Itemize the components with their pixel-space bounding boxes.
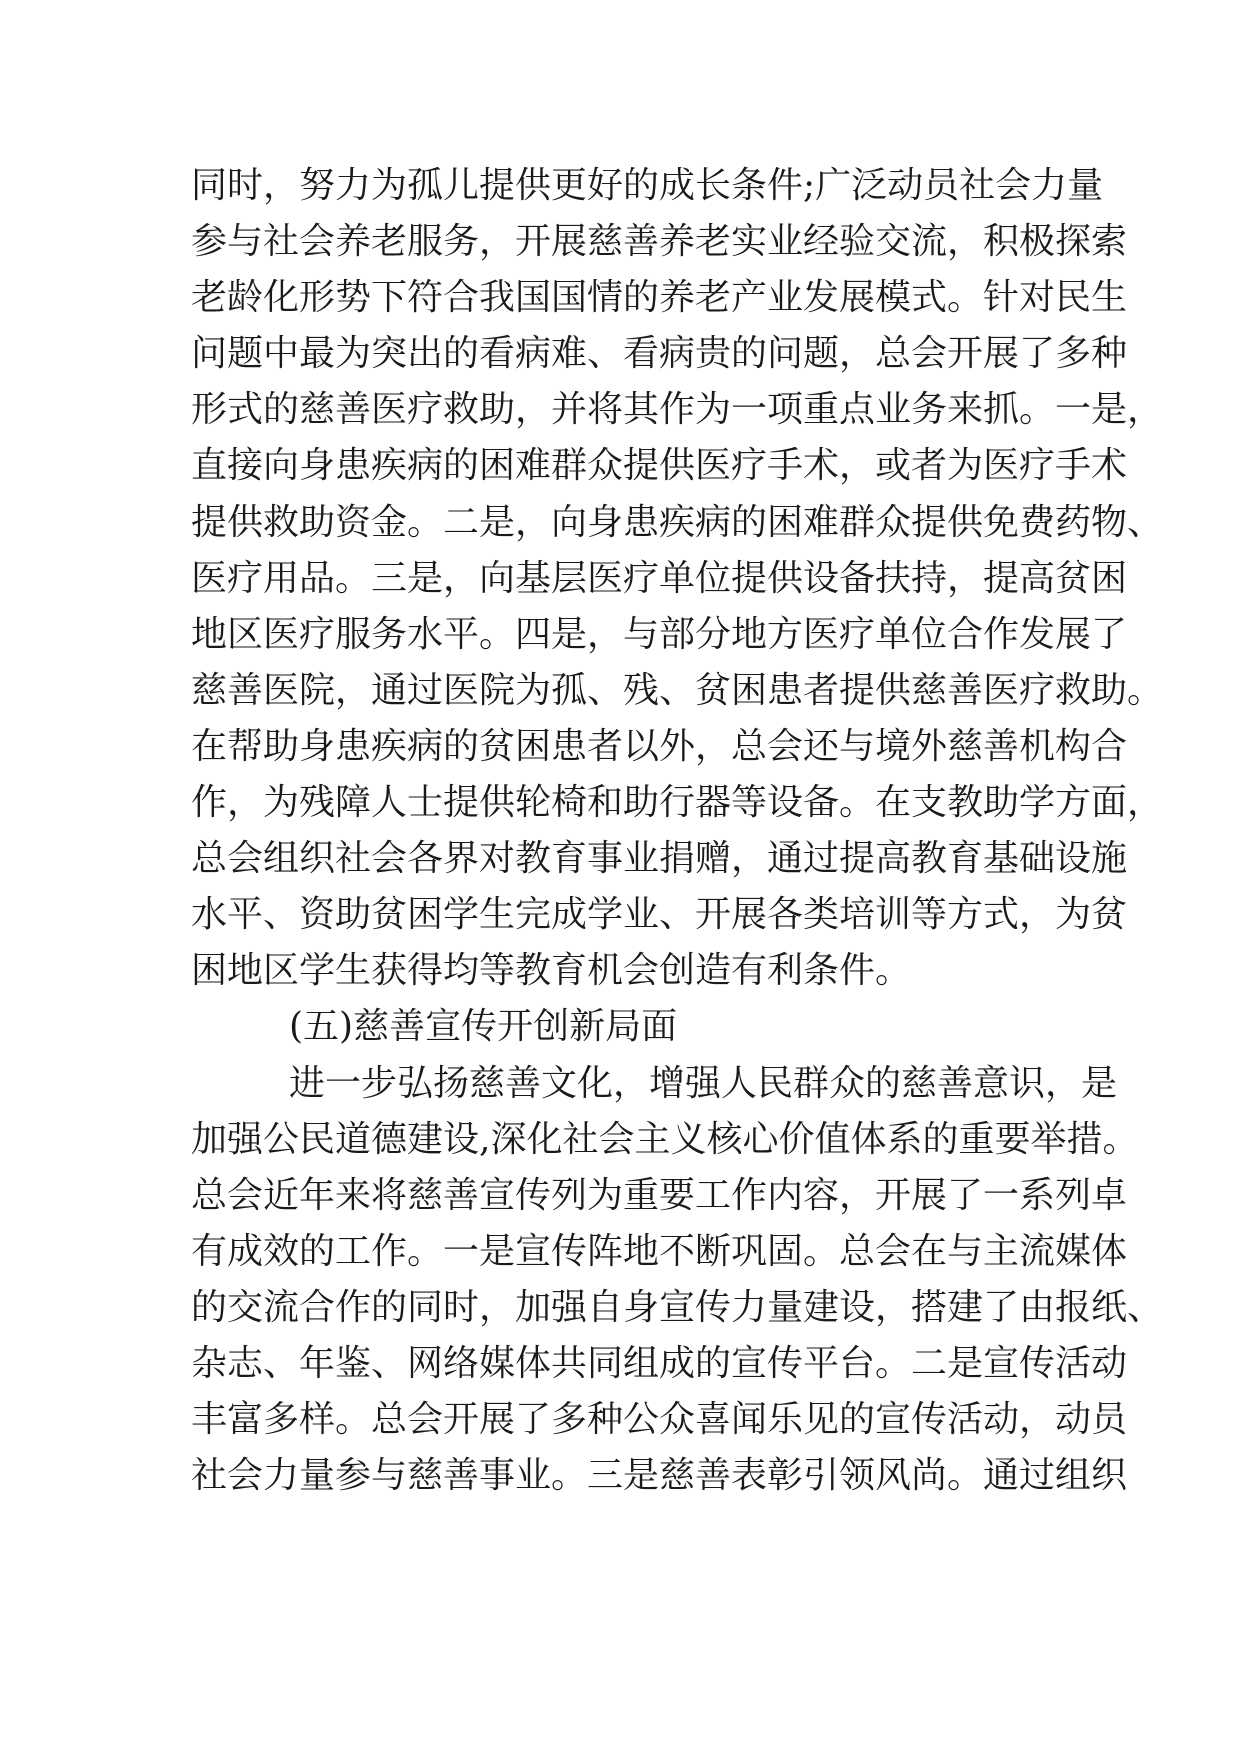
text-line: 提供救助资金。二是，向身患疾病的困难群众提供免费药物、: [191, 501, 1164, 543]
text-line: 加强公民道德建设,深化社会主义核心价值体系的重要举措。: [191, 1118, 1139, 1160]
text-line: 困地区学生获得均等教育机会创造有利条件。: [191, 950, 912, 992]
text-line: 水平、资助贫困学生完成学业、开展各类培训等方式，为贫: [191, 894, 1128, 936]
text-line: 医疗用品。三是，向基层医疗单位提供设备扶持，提高贫困: [191, 557, 1128, 599]
text-line: 在帮助身患疾病的贫困患者以外，总会还与境外慈善机构合: [191, 725, 1128, 767]
text-line: 有成效的工作。一是宣传阵地不断巩固。总会在与主流媒体: [191, 1230, 1128, 1272]
text-line: 总会近年来将慈善宣传列为重要工作内容，开展了一系列卓: [191, 1174, 1128, 1216]
text-line: 慈善医院，通过医院为孤、残、贫困患者提供慈善医疗救助。: [191, 669, 1164, 711]
text-line: 地区医疗服务水平。四是，与部分地方医疗单位合作发展了: [191, 613, 1128, 655]
body-text: [191, 158, 1164, 1504]
section-heading: (五)慈善宣传开创新局面: [289, 1006, 678, 1048]
text-line: 形式的慈善医疗救助，并将其作为一项重点业务来抓。一是，: [191, 389, 1164, 431]
text-line: 同时，努力为孤儿提供更好的成长条件;广泛动员社会力量: [191, 165, 1104, 206]
text-line: 杂志、年鉴、网络媒体共同组成的宣传平台。二是宣传活动: [191, 1342, 1128, 1384]
text-line: 丰富多样。总会开展了多种公众喜闻乐见的宣传活动，动员: [191, 1399, 1128, 1441]
paragraph-first-line: 进一步弘扬慈善文化，增强人民群众的慈善意识，是: [289, 1062, 1118, 1104]
text-line: 问题中最为突出的看病难、看病贵的问题，总会开展了多种: [191, 333, 1128, 375]
text-line: 社会力量参与慈善事业。三是慈善表彰引领风尚。通过组织: [191, 1455, 1128, 1497]
text-line: 作，为残障人士提供轮椅和助行器等设备。在支教助学方面，: [191, 782, 1164, 824]
text-line: 的交流合作的同时，加强自身宣传力量建设，搭建了由报纸、: [191, 1286, 1164, 1328]
text-line: 参与社会养老服务，开展慈善养老实业经验交流，积极探索: [191, 221, 1128, 263]
text-line: 直接向身患疾病的困难群众提供医疗手术，或者为医疗手术: [191, 445, 1128, 487]
text-line: 总会组织社会各界对教育事业捐赠，通过提高教育基础设施: [191, 838, 1128, 880]
text-line: 老龄化形势下符合我国国情的养老产业发展模式。针对民生: [191, 277, 1128, 319]
